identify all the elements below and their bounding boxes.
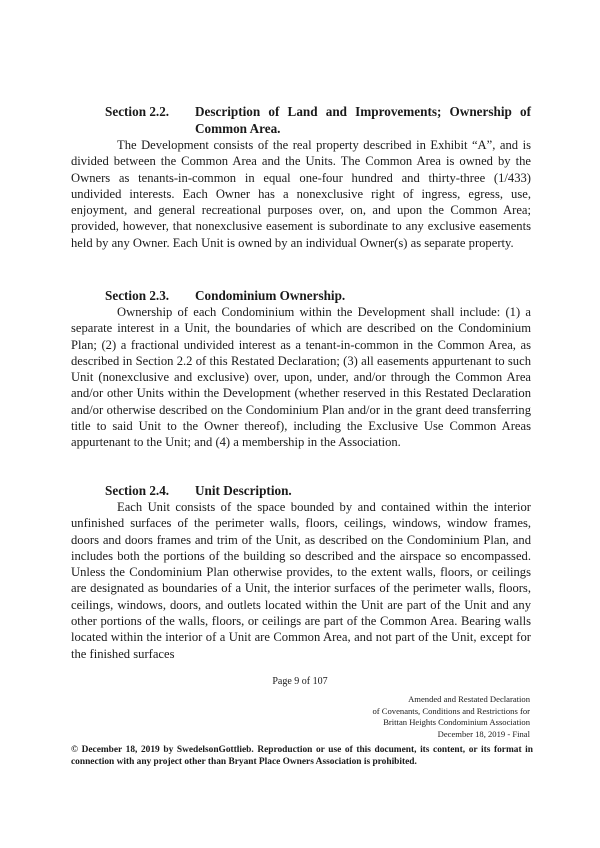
section-heading <box>71 287 531 304</box>
section-body: Each Unit consists of the space bounded by and contained within the interior unfinished surfaces of the perimeter walls, floors, ceilings, windows, window frames, doors and doors frames and trim of the Unit, as described on the Condominium Plan, and includes both the portions of the building so described and the airspace so encompassed. Unless the Condominium Plan otherwise provides, to the extent walls, floors, or ceilings are designated as boundaries of a Unit, the interior surfaces of the perimeter walls, floors, ceilings, windows, doors, and outlets located within the Unit are part of the Unit and any other portions of the walls, floors, or ceilings are part of the Common Area. Bearing walls located within the interior of a Unit are Common Area, and not part of the Unit, except for the finished surfaces <box>71 500 531 661</box>
section-title <box>195 103 531 137</box>
section-title: Condominium Ownership. <box>195 288 346 303</box>
section-number: Section 2.3. <box>105 288 170 303</box>
section-2-4 <box>71 482 531 662</box>
doc-info-line: Brittan Heights Condominium Association <box>383 717 530 727</box>
section-body: The Development consists of the real property described in Exhibit “A”, and is divided between the Common Area and the Units. The Common Area is owned by the Owners as tenants-in-common in equal one-four hundred and thirty-three (1/433) undivided interests. Each Owner has a nonexclusive right of ingress, egress, use, enjoyment, and general recreational purposes over, on, and upon the Common Area; provided, however, that nonexclusive easement is subordinate to any exclusive easements held by any Owner. Each Unit is owned by an individual Owner(s) as separate property. <box>71 138 531 250</box>
doc-info-line: of Covenants, Conditions and Restrictions for <box>372 705 530 716</box>
doc-info-line: Amended and Restated Declaration <box>408 694 530 704</box>
document-info <box>372 694 530 740</box>
section-2-3 <box>71 287 531 451</box>
doc-info-line: December 18, 2019 - Final <box>437 728 530 739</box>
section-title-line1: Description of Land and Improvements; Ownership of <box>195 104 531 119</box>
section-number: Section 2.4. <box>105 483 170 498</box>
section-number: Section 2.2. <box>105 104 170 119</box>
copyright-notice: © December 18, 2019 by SwedelsonGottlieb. Reproduction or use of this document, its content, or its format in connection with any project other than Bryant Place Owners Association is prohibited. <box>71 745 533 768</box>
section-title: Unit Description. <box>195 483 292 498</box>
section-heading <box>71 103 531 137</box>
section-title-line2: Common Area. <box>195 121 281 136</box>
page-number: Page 9 of 107 <box>272 676 328 687</box>
section-heading <box>71 482 531 499</box>
section-2-2 <box>71 103 531 251</box>
section-body: Ownership of each Condominium within the Development shall include: (1) a separate interest in a Unit, the boundaries of which are described on the Condominium Plan; (2) a fractional undivided interest as a tenant-in-common in the Common Area, as described in Section 2.2 of this Restated Declaration; (3) all easements appurtenant to such Unit (nonexclusive and exclusive) over, upon, under, and/or through the Common Area and/or other Units within the Development (whether reserved in this Restated Declaration and/or otherwise described on the Condominium Plan and/or in the grant deed transferring title to said Unit to the Owner thereof), including the Exclusive Use Common Areas appurtenant to the Unit; and (4) a membership in the Association. <box>71 305 531 450</box>
